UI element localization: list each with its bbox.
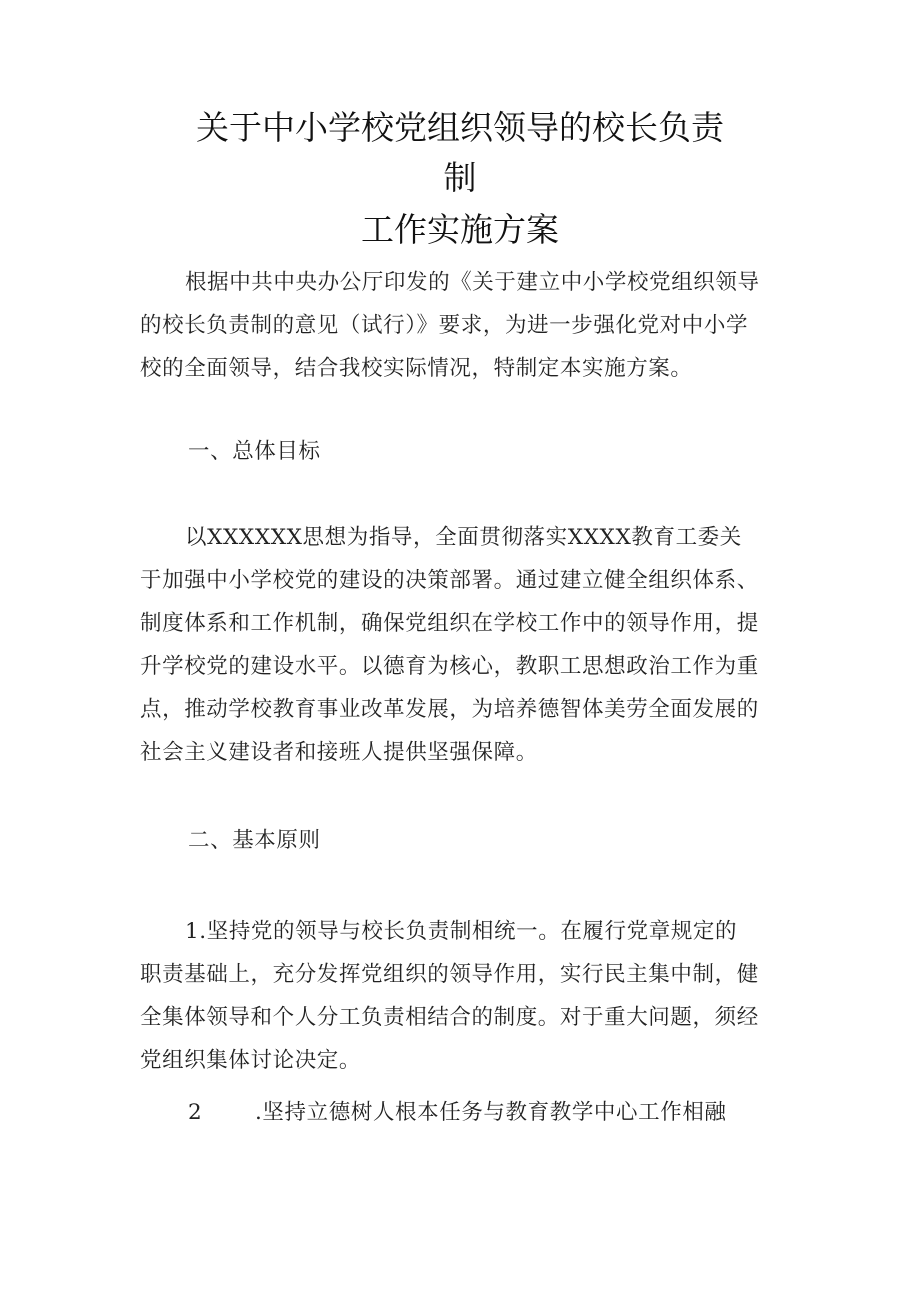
principle-1-line: 党组织集体讨论决定。: [140, 1048, 362, 1073]
principle-1-line: 1.坚持党的领导与校长负责制相统一。在履行党章规定的: [185, 919, 738, 944]
principle-2-text: .坚持立德树人根本任务与教育教学中心工作相融: [255, 1100, 727, 1125]
section-1-line: 升学校党的建设水平。以德育为核心，教职工思想政治工作为重: [140, 654, 759, 679]
section-1-line: 制度体系和工作机制，确保党组织在学校工作中的领导作用，提: [140, 611, 759, 636]
intro-paragraph: [140, 261, 790, 390]
section-1-line: 社会主义建设者和接班人提供坚强保障。: [140, 740, 538, 765]
section-1-paragraph: [140, 516, 790, 774]
intro-line: 的校长负责制的意见（试行）》要求，为进一步强化党对中小学: [140, 313, 749, 338]
title-line-3: 工作实施方案: [361, 210, 559, 249]
principle-2-number: 2: [188, 1100, 203, 1125]
title-line-1: 关于中小学校党组织领导的校长负责: [196, 108, 724, 147]
section-1-line: 于加强中小学校党的建设的决策部署。通过建立健全组织体系、: [140, 568, 759, 593]
intro-line: 校的全面领导，结合我校实际情况，特制定本实施方案。: [140, 356, 693, 381]
principle-1-line: 全集体领导和个人分工负责相结合的制度。对于重大问题，须经: [140, 1005, 759, 1030]
intro-line: 根据中共中央办公厅印发的《关于建立中小学校党组织领导: [185, 270, 760, 295]
title-line-2: 制: [443, 158, 477, 197]
principle-1-paragraph: [140, 910, 790, 1082]
principle-1-line: 职责基础上，充分发挥党组织的领导作用，实行民主集中制，健: [140, 962, 759, 987]
section-2-heading: 二、基本原则: [188, 828, 321, 853]
section-1-line: 以XXXXXX思想为指导，全面贯彻落实XXXX教育工委关: [185, 525, 742, 550]
section-1-line: 点，推动学校教育事业改革发展，为培养德智体美劳全面发展的: [140, 697, 759, 722]
section-1-heading: 一、总体目标: [188, 439, 321, 464]
